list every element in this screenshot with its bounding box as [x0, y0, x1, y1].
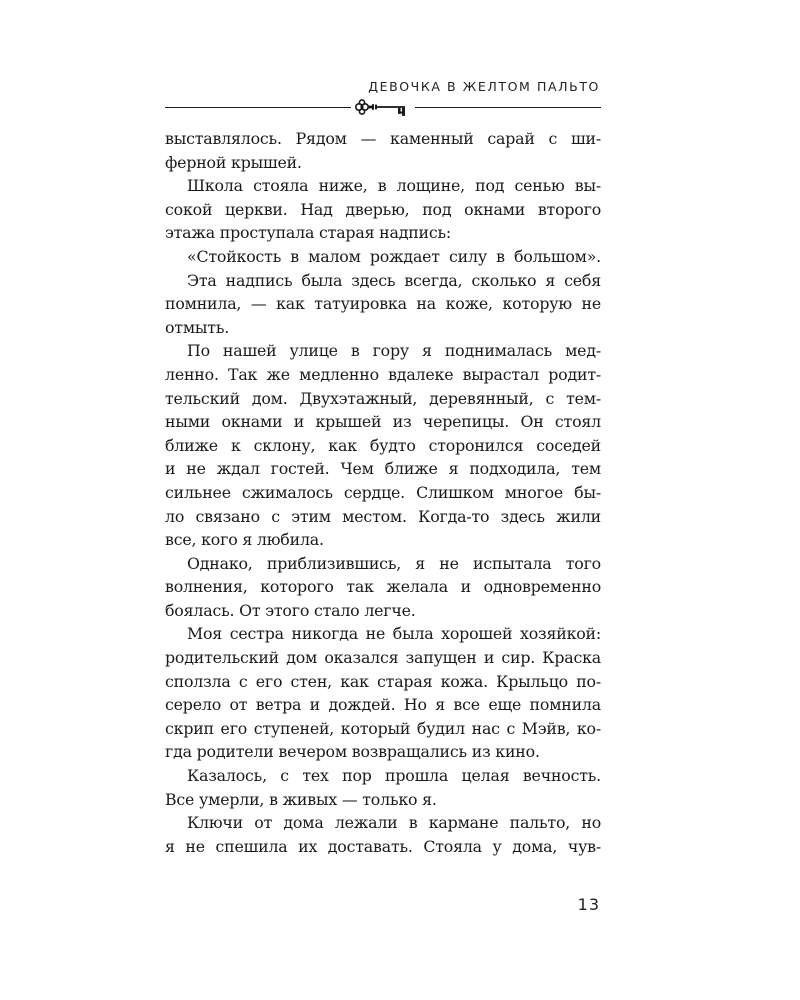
text-line: отмыть. — [165, 317, 230, 337]
text-line: выставлялось. Рядом — каменный сарай с ши- — [165, 129, 601, 148]
text-line: и не ждал гостей. Чем ближе я подходила, тем — [165, 459, 601, 479]
text-line: сползла с его стен, как старая кожа. Крыльцо по- — [165, 671, 601, 691]
text-line: все, кого я любила. — [165, 530, 324, 550]
text-line: «Стойкость в малом рождает силу в большом». — [187, 246, 601, 266]
text-line: сокой церкви. Над дверью, под окнами второго — [165, 199, 601, 219]
text-line: боялась. От этого стало легче. — [165, 600, 416, 620]
text-line: ными окнами и крышей из черепицы. Он стоял — [165, 412, 601, 432]
text-line: ло связано с этим местом. Когда-то здесь жили — [165, 506, 601, 526]
text-line: Однако, приблизившись, я не испытала того — [187, 553, 601, 573]
text-line: Моя сестра никогда не была хорошей хозяйкой: — [187, 624, 601, 644]
text-line: сильнее сжималось сердце. Слишком многое бы- — [165, 482, 601, 502]
text-line: Ключи от дома лежали в кармане пальто, но — [187, 813, 601, 833]
text-line: Эта надпись была здесь всегда, сколько я себя — [187, 270, 601, 290]
running-head-title: ДЕВОЧКА В ЖЕЛТОМ ПАЛЬТО — [368, 79, 600, 94]
text-line: я не спешила их доставать. Стояла у дома, чув- — [165, 836, 601, 856]
text-line: гда родители вечером возвращались из кино. — [165, 742, 540, 762]
key-icon — [351, 97, 415, 119]
text-line: скрип его ступеней, который будил нас с Мэйв, ко- — [165, 718, 601, 738]
text-line: волнения, которого так желала и одновременно — [165, 577, 601, 597]
text-line: родительский дом оказался запущен и сир. Краска — [165, 648, 601, 668]
body-text — [165, 127, 601, 858]
text-line: ближе к склону, как будто сторонился соседей — [165, 435, 601, 455]
text-line: этажа проступала старая надпись: — [165, 223, 452, 243]
text-line: По нашей улице в гору я поднималась мед- — [187, 341, 601, 361]
text-line: ферной крышей. — [165, 152, 302, 172]
text-line: Школа стояла ниже, в лощине, под сенью вы- — [187, 176, 601, 196]
text-line: ленно. Так же медленно вдалеке вырастал родит- — [165, 364, 601, 384]
text-line: серело от ветра и дождей. Но я все еще помнила — [165, 695, 601, 715]
page-number: 13 — [577, 895, 600, 914]
text-line: Казалось, с тех пор прошла целая вечность. — [187, 766, 601, 786]
text-line: Все умерли, в живых — только я. — [165, 789, 437, 809]
text-line: помнила, — как татуировка на коже, которую не — [165, 294, 601, 314]
text-line: тельский дом. Двухэтажный, деревянный, с тем- — [165, 388, 601, 408]
